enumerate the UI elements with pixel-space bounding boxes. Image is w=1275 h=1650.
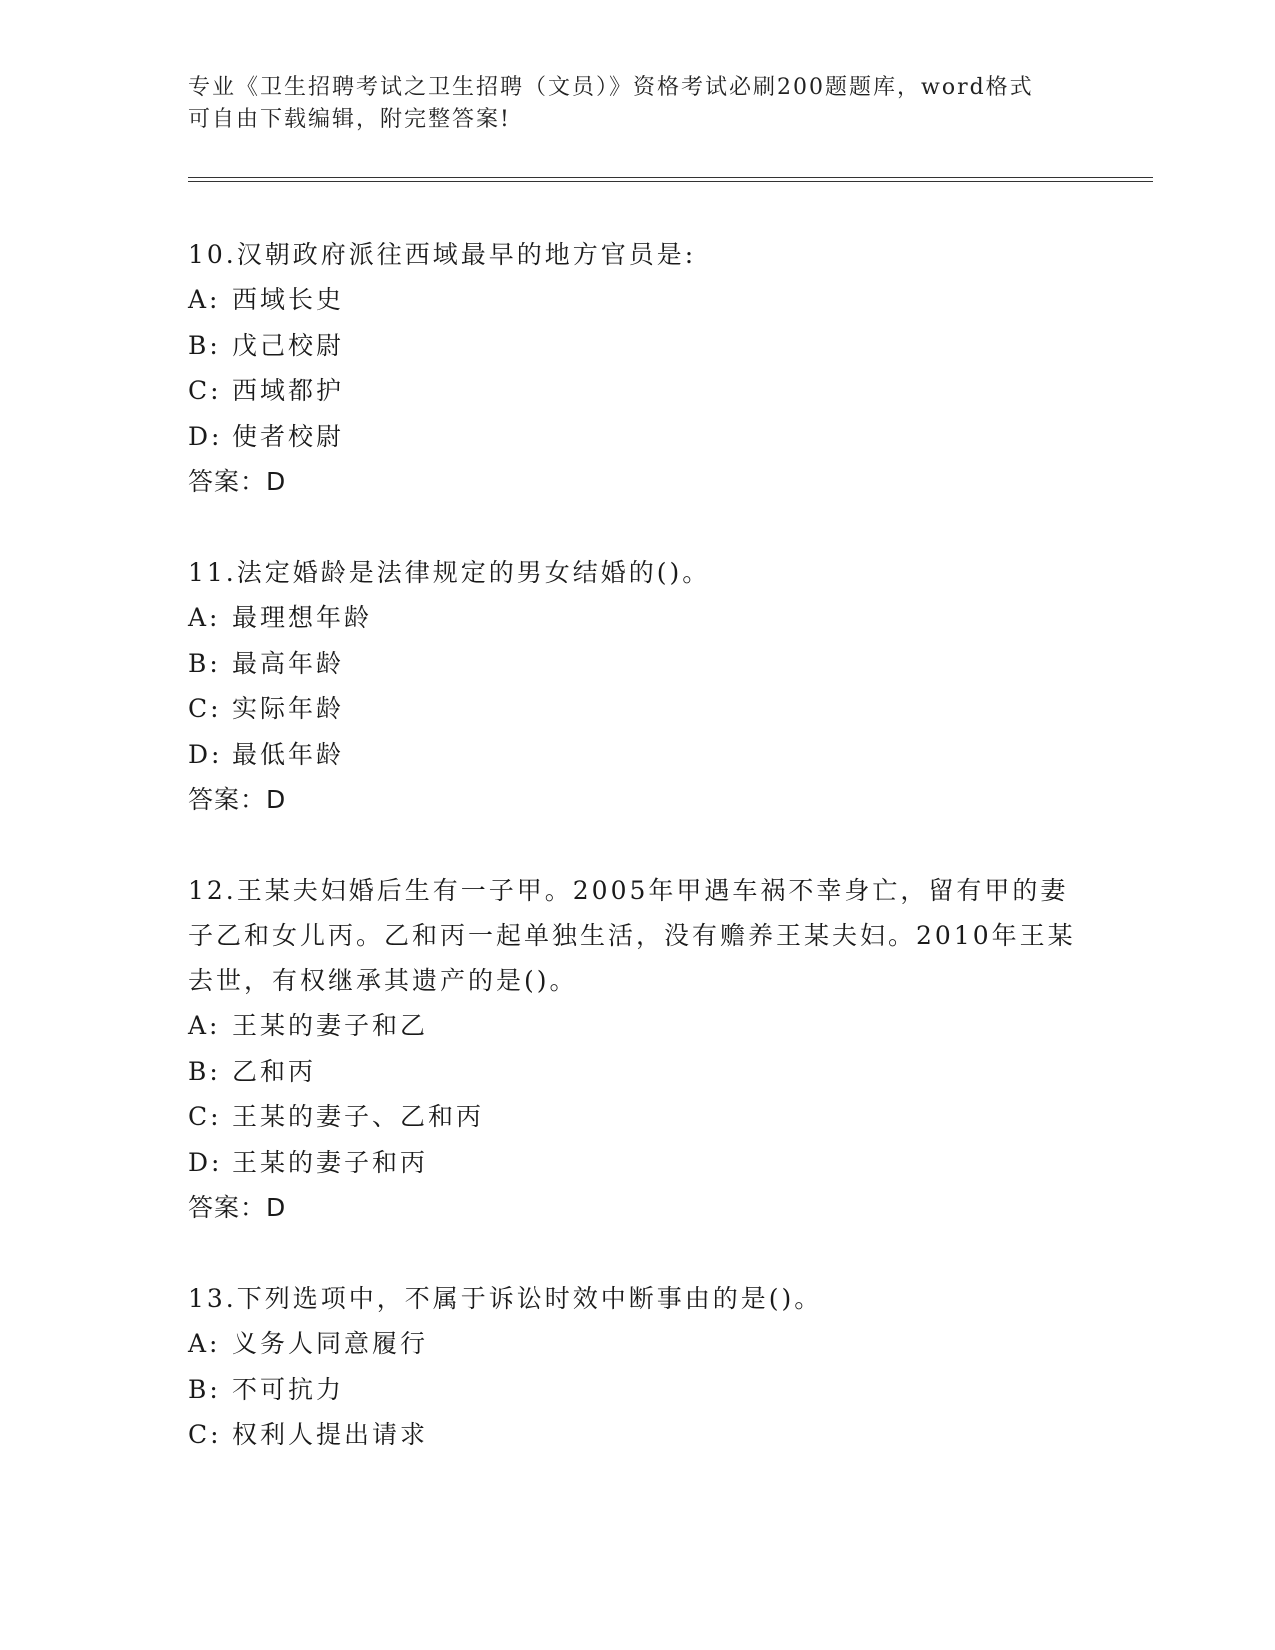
option-d — [188, 1140, 1088, 1186]
option-letter: C: — [188, 376, 222, 405]
option-letter: D: — [188, 421, 223, 451]
question-stem: 10.汉朝政府派往西域最早的地方官员是: — [188, 240, 697, 269]
option-a — [188, 277, 1088, 323]
option-text: 使者校尉 — [232, 421, 345, 451]
option-letter: C: — [188, 1420, 222, 1449]
option-letter: B: — [188, 1374, 221, 1404]
option-text: 最低年龄 — [232, 739, 345, 769]
option-a — [188, 1321, 1088, 1367]
question-10 — [188, 232, 1088, 504]
option-text: 不可抗力 — [232, 1374, 345, 1404]
option-letter: A: — [188, 285, 221, 314]
option-a — [188, 595, 1088, 641]
option-text: 西域都护 — [232, 376, 345, 405]
option-text: 最理想年龄 — [232, 603, 373, 632]
question-11 — [188, 550, 1088, 822]
question-list — [188, 232, 1088, 1504]
option-b — [188, 1367, 1088, 1413]
question-answer: 答案：D — [188, 467, 287, 496]
option-c — [188, 1094, 1088, 1140]
option-d — [188, 414, 1088, 460]
header-line-2: 可自由下载编辑，附完整答案! — [188, 107, 511, 132]
option-b — [188, 1049, 1088, 1095]
option-letter: C: — [188, 694, 222, 723]
question-12 — [188, 868, 1088, 1230]
option-c — [188, 368, 1088, 414]
question-stem: 11.法定婚龄是法律规定的男女结婚的()。 — [188, 558, 711, 587]
header-line-1: 专业《卫生招聘考试之卫生招聘（文员）》资格考试必刷200题题库，word格式 — [188, 75, 1034, 100]
option-c — [188, 686, 1088, 732]
option-text: 戊己校尉 — [232, 330, 345, 360]
document-header — [188, 72, 1068, 136]
header-divider-top — [188, 177, 1153, 178]
option-letter: B: — [188, 330, 221, 360]
option-letter: D: — [188, 739, 223, 769]
option-letter: B: — [188, 1056, 221, 1086]
question-answer: 答案：D — [188, 1193, 287, 1222]
option-text: 实际年龄 — [232, 694, 345, 723]
question-answer: 答案：D — [188, 785, 287, 814]
question-stem: 13.下列选项中，不属于诉讼时效中断事由的是()。 — [188, 1284, 823, 1313]
option-text: 王某的妻子、乙和丙 — [232, 1102, 485, 1131]
option-text: 王某的妻子和乙 — [232, 1011, 429, 1040]
option-letter: C: — [188, 1102, 222, 1131]
option-letter: D: — [188, 1147, 223, 1177]
option-text: 西域长史 — [232, 285, 345, 314]
option-text: 权利人提出请求 — [232, 1420, 429, 1449]
option-letter: A: — [188, 1329, 221, 1358]
option-text: 义务人同意履行 — [232, 1329, 429, 1358]
option-c — [188, 1412, 1088, 1458]
option-b — [188, 641, 1088, 687]
option-letter: B: — [188, 648, 221, 678]
option-letter: A: — [188, 1011, 221, 1040]
question-13 — [188, 1276, 1088, 1458]
option-b — [188, 323, 1088, 369]
option-text: 王某的妻子和丙 — [232, 1147, 429, 1177]
option-letter: A: — [188, 603, 221, 632]
option-a — [188, 1003, 1088, 1049]
option-text: 最高年龄 — [232, 648, 345, 678]
option-d — [188, 732, 1088, 778]
question-stem: 12.王某夫妇婚后生有一子甲。2005年甲遇车祸不幸身亡，留有甲的妻子乙和女儿丙。乙和丙一起单独生活，没有赡养王某夫妇。2010年王某去世，有权继承其遗产的是()。 — [188, 876, 1076, 995]
option-text: 乙和丙 — [232, 1056, 317, 1086]
header-divider-bottom — [188, 181, 1153, 182]
